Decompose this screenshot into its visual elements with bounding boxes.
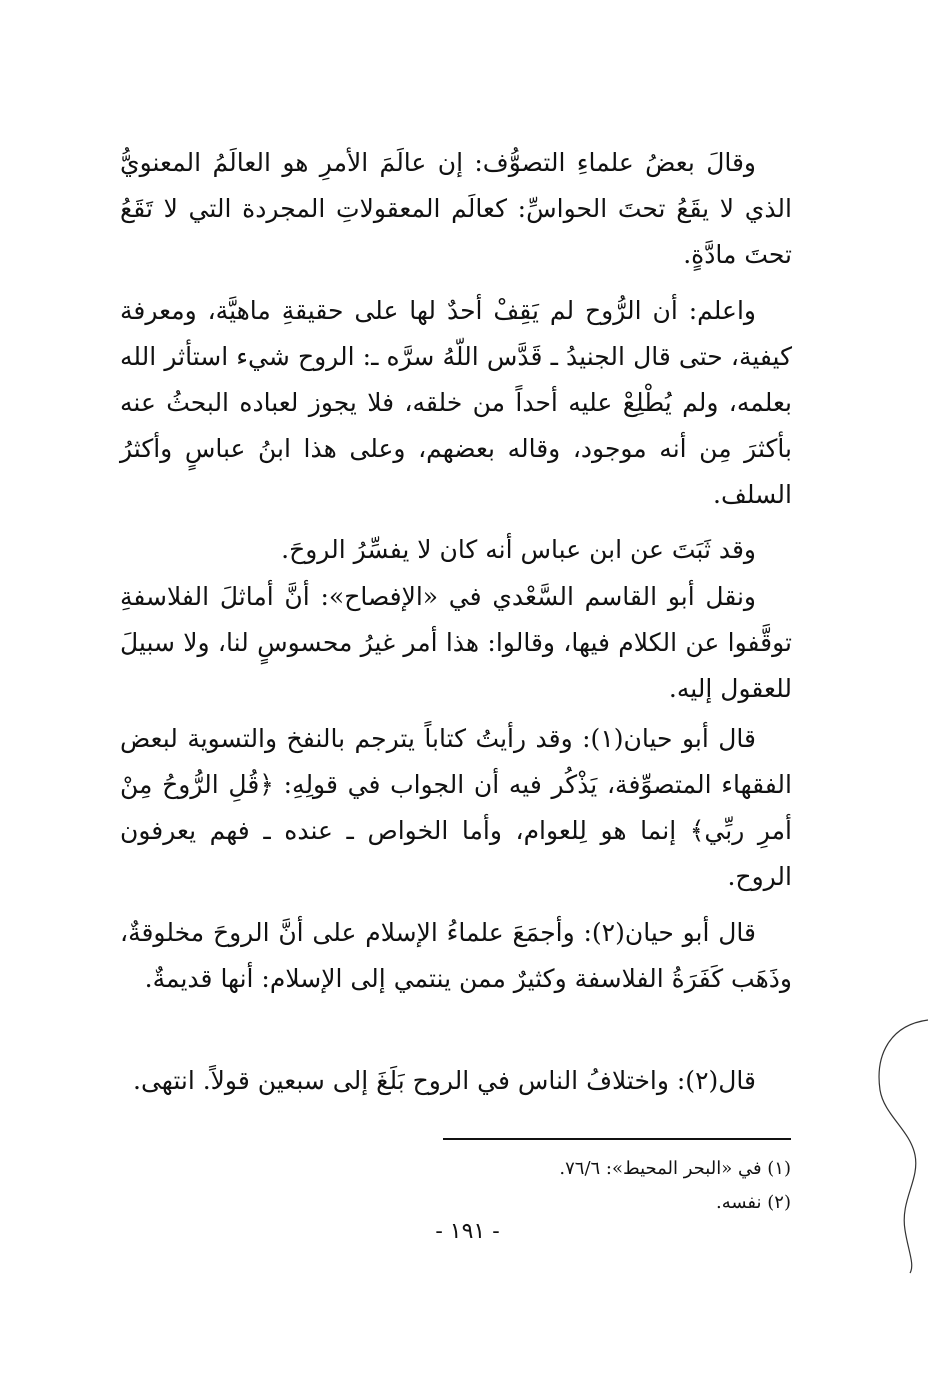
main-text-paragraph-3 [120,527,792,573]
main-text-paragraph-5 [120,716,792,900]
footnote-divider [443,1138,791,1140]
paragraph: ونقل أبو القاسم السَّعْدي في «الإفصاح»: أنَّ أماثلَ الفلاسفةِ توقَّفوا عن الكلام فيها، وقالوا: هذا أمر غيرُ محسوسٍ لنا، ولا سبيلَ للعقول إليه. [120,582,792,703]
footnote-1: (١) في «البحر المحيط»: ٧٦/٦. [559,1158,791,1179]
paragraph: قال أبو حيان(١): وقد رأيتُ كتاباً يترجم بالنفخ والتسوية لبعض الفقهاء المتصوِّفة، يَذْكُر فيه أن الجواب في قولِهِ: ﴿قُلِ الرُّوحُ مِنْ أمرِ ربِّي﴾ إنما هو لِلعوام، وأما الخواص ـ عنده ـ فهم يعرفون الروح. [120,724,792,891]
paragraph: قال أبو حيان(٢): وأجمَعَ علماءُ الإسلام على أنَّ الروحَ مخلوقةٌ، وذَهَب كَفَرَةُ الفلاسفة وكثيرٌ ممن ينتمي إلى الإسلام: أنها قديمةٌ. [120,918,792,993]
main-text-paragraph-6 [120,910,792,1002]
paragraph: وقالَ بعضُ علماءِ التصوُّف: إن عالَمَ الأمرِ هو العالَمُ المعنويُّ الذي لا يقَعُ تحتَ الحواسِّ: كعالَم المعقولاتِ المجردة التي لا تَقَعُ تحتَ مادَّةٍ. [120,148,792,269]
main-text-paragraph-2 [120,288,792,518]
page-number: - ١٩١ - [435,1219,500,1244]
paragraph: قال(٢): واختلافُ الناس في الروح بَلَغَ إلى سبعين قولاً. انتهى. [133,1066,756,1095]
footnote-2: (٢) نفسه. [716,1192,791,1213]
paragraph: وقد ثَبَتَ عن ابن عباس أنه كان لا يفسِّرُ الروحَ. [281,535,756,564]
main-text-paragraph-1 [120,140,792,278]
paragraph: واعلم: أن الرُّوح لم يَقِفْ أحدٌ لها على حقيقةِ ماهيَّة، ومعرفة كيفية، حتى قال الجنيدُ ـ قَدَّس اللّهُ سرَّه ـ: الروح شيء استأثر الله بعلمه، ولم يُطْلِعْ عليه أحداً من خلقه، فلا يجوز لعباده البحثُ عنه بأكثرَ مِن أنه موجود، وقاله بعضهم، وعلى هذا ابنُ عباسٍ وأكثرُ السلف. [120,296,792,509]
main-text-paragraph-7 [120,1058,792,1104]
main-text-paragraph-4 [120,574,792,712]
footnotes [443,1152,791,1220]
margin-curve-mark [870,1015,935,1275]
